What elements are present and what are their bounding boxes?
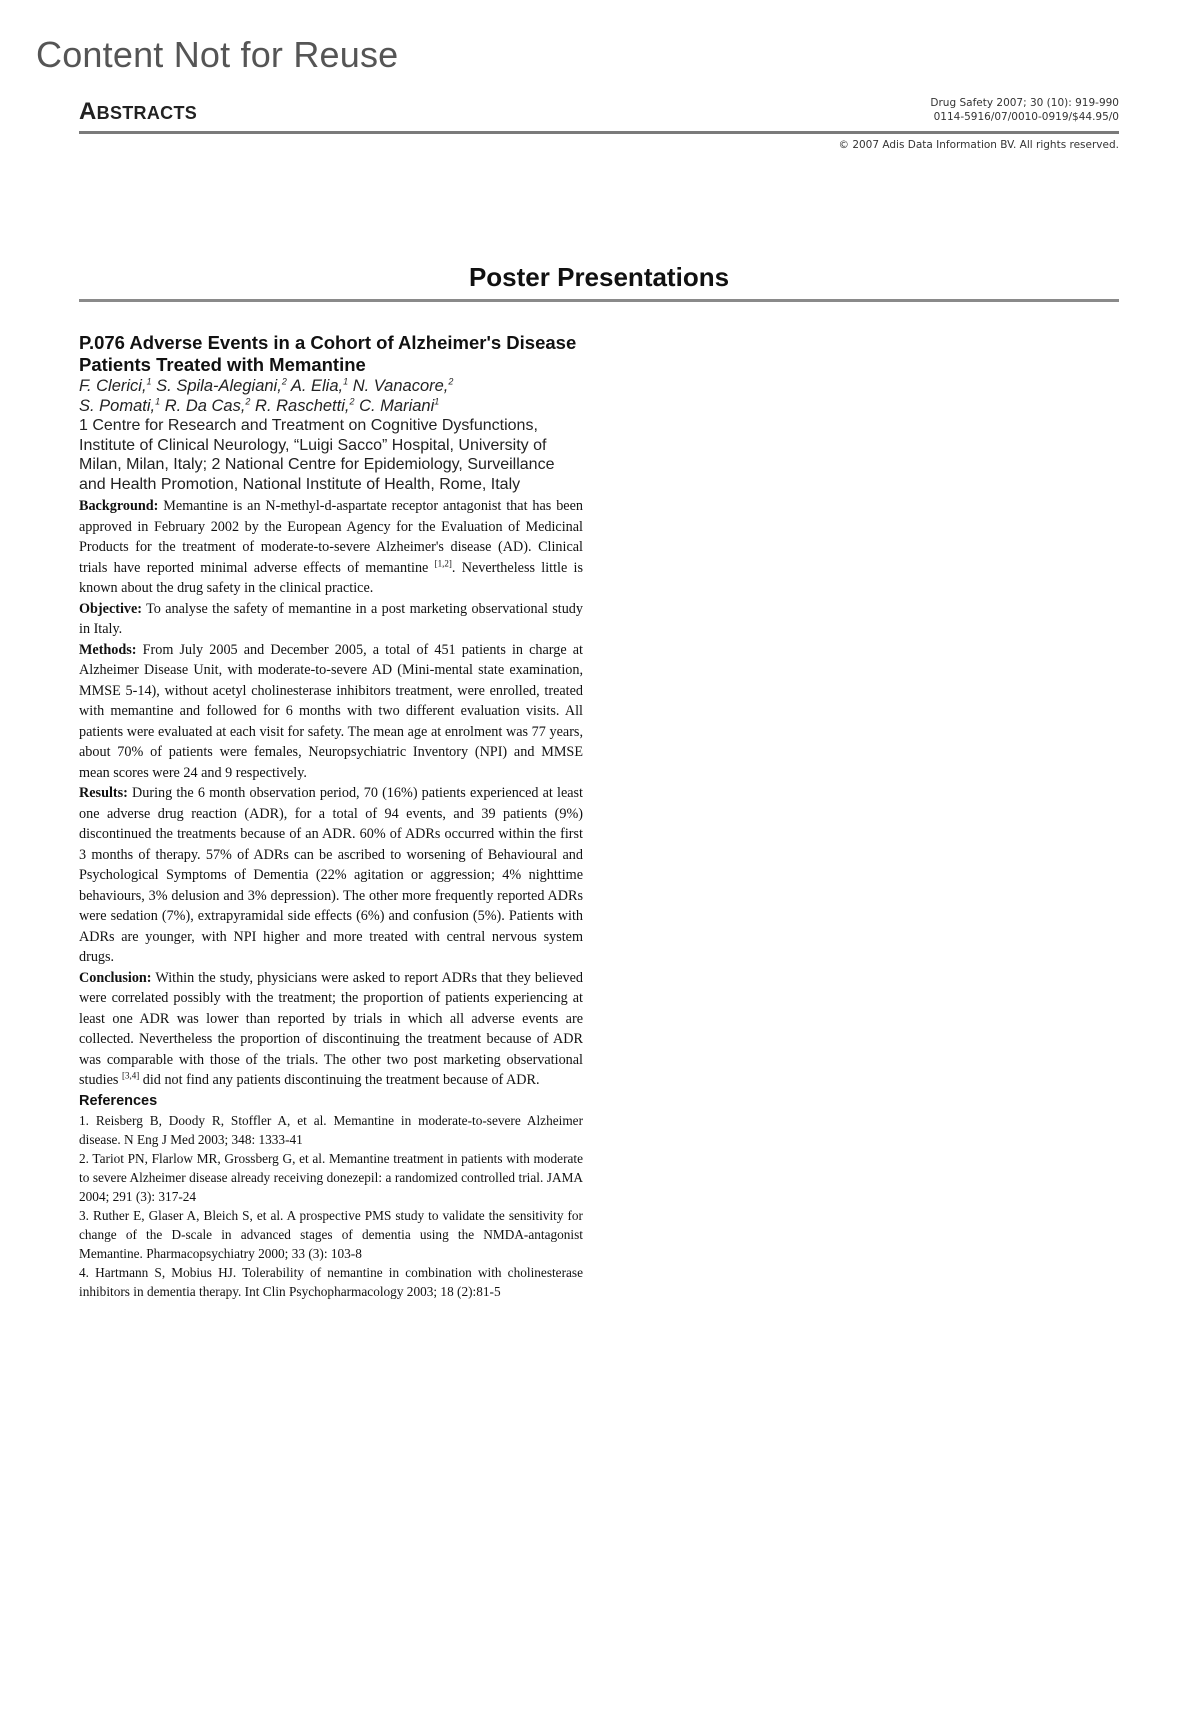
journal-citation: Drug Safety 2007; 30 (10): 919-990: [930, 97, 1119, 109]
methods-paragraph: [79, 640, 583, 784]
author-affiliation-mark: 2: [245, 396, 251, 407]
author-affiliation-mark: 2: [448, 376, 454, 387]
conclusion-text-end: did not find any patients discontinuing the treatment because of ADR.: [142, 1072, 540, 1088]
abstract-column: [79, 332, 583, 1301]
watermark: Content Not for Reuse: [36, 34, 399, 75]
reference-item: 4. Hartmann S, Mobius HJ. Tolerability of nemantine in combination with cholinesterase inhibitors in dementia therapy. Int Clin Psychopharmacology 2003; 18 (2):81-5: [79, 1264, 583, 1299]
reference-item: 1. Reisberg B, Doody R, Stoffler A, et al. Memantine in moderate-to-severe Alzheimer disease. N Eng J Med 2003; 348: 1333-41: [79, 1112, 583, 1147]
results-text: During the 6 month observation period, 70 (16%) patients experienced at least one adverse drug reaction (ADR), for a total of 94 events, and 39 patients (9%) discontinued the treatments because of an ADR. 60% of ADRs occurred within the first 3 months of therapy. 57% of ADRs can be ascribed to worsening of Behavioural and Psychological Symptoms of Dementia (22% agitation or aggression; 4% nighttime behaviours, 3% delusion and 3% depression). The other more frequently reported ADRs were sedation (7%), extrapyramidal side effects (6%) and confusion (5%). Patients with ADRs are younger, with NPI higher and more treated with central nervous system drugs.: [79, 785, 584, 965]
results-paragraph: [79, 783, 583, 968]
section-label: [79, 98, 197, 126]
author-affiliation-mark: 1: [343, 376, 349, 387]
reference-item: 3. Ruther E, Glaser A, Bleich S, et al. A prospective PMS study to validate the sensitivity for change of the D-scale in advanced stages of dementia using the NMDA-antagonist Memantine. Pharmacopsychiatry 2000; 33 (3): 103-8: [79, 1207, 583, 1261]
author: F. Clerici,: [79, 377, 147, 395]
objective-paragraph: [79, 599, 583, 640]
author: N. Vanacore,: [352, 377, 449, 395]
section-label-rest: BSTRACTS: [96, 103, 198, 123]
background-text-end: . Nevertheless little is known about the drug safety in the clinical practice.: [79, 559, 584, 596]
header-rule: [79, 131, 1119, 134]
journal-info: [930, 96, 1119, 124]
objective-text: To analyse the safety of memantine in a post marketing observational study in Italy.: [79, 600, 583, 637]
conclusion-label: Conclusion:: [79, 969, 152, 986]
conclusion-paragraph: [79, 968, 583, 1091]
author-affiliation-mark: 1: [146, 376, 152, 387]
author-affiliation-mark: 1: [155, 396, 161, 407]
conclusion-text: Within the study, physicians were asked to report ADRs that they believed were correlated possibly with the treatment; the proportion of patients experiencing at least one ADR was lower than reported by trials in which all adverse events are collected. Nevertheless the proportion of discontinuing the treatment because of ADR was comparable with those of the trials. The other two post marketing observational studies: [79, 969, 583, 1088]
author-affiliation-mark: 2: [281, 376, 287, 387]
background-label: Background:: [79, 498, 159, 514]
reference-item: 2. Tariot PN, Flarlow MR, Grossberg G, et al. Memantine treatment in patients with moderate to severe Alzheimer disease already receiving donezepil: a randomized controlled trial. JAMA 2004; 291 (3): 317-24: [79, 1150, 583, 1204]
citation-mark: [3,4]: [121, 1070, 140, 1081]
section-rule: [79, 299, 1119, 302]
references-heading: References: [79, 1092, 158, 1109]
author-list: [79, 376, 583, 416]
author: C. Mariani: [359, 397, 435, 415]
abstract-title: P.076 Adverse Events in a Cohort of Alzheimer's Disease Patients Treated with Memantine: [79, 332, 577, 375]
section-title: Poster Presentations: [468, 262, 730, 292]
objective-label: Objective:: [79, 600, 143, 617]
copyright: © 2007 Adis Data Information BV. All rights reserved.: [838, 139, 1119, 151]
author-affiliation-mark: 2: [349, 396, 355, 407]
citation-mark: [1,2]: [434, 557, 452, 568]
author: S. Pomati,: [79, 397, 156, 415]
section-label-cap: A: [79, 98, 97, 125]
results-label: Results:: [79, 785, 128, 801]
author: A. Elia,: [290, 377, 344, 395]
methods-label: Methods:: [79, 641, 137, 658]
affiliations: 1 Centre for Research and Treatment on Cognitive Dysfunctions, Institute of Clinical Neurology, “Luigi Sacco” Hospital, University of Milan, Milan, Italy; 2 National Centre for Epidemiology, Surveillance and Health Promotion, National Institute of Health, Rome, Italy: [79, 417, 555, 493]
background-paragraph: [79, 496, 583, 599]
author: R. Raschetti,: [255, 397, 350, 415]
author: S. Spila-Alegiani,: [156, 377, 282, 395]
background-text: Memantine is an N-methyl-d-aspartate receptor antagonist that has been approved in February 2002 by the European Agency for the Evaluation of Medicinal Products for the treatment of moderate-to-severe Alzheimer's disease (AD). Clinical trials have reported minimal adverse effects of memantine: [79, 498, 583, 576]
author-affiliation-mark: 1: [434, 396, 440, 407]
methods-text: From July 2005 and December 2005, a total of 451 patients in charge at Alzheimer Disease Unit, with moderate-to-severe AD (Mini-mental state examination, MMSE 5-14), without acetyl cholinesterase inhibitors treatment, were enrolled, treated with memantine and followed for 6 months with two different evaluation visits. All patients were evaluated at each visit for safety. The mean age at enrolment was 77 years, about 70% of patients were females, Neuropsychiatric Inventory (NPI) and MMSE mean scores were 24 and 9 respectively.: [79, 641, 584, 781]
author: R. Da Cas,: [164, 397, 246, 415]
journal-issn: 0114-5916/07/0010-0919/$44.95/0: [933, 111, 1119, 123]
